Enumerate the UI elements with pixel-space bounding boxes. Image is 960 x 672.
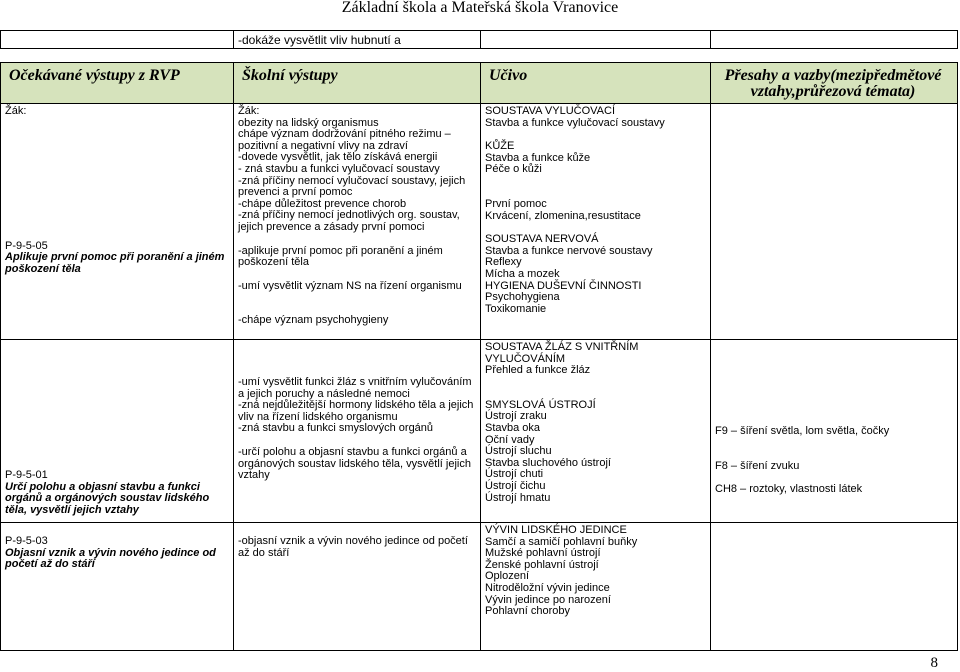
ucivo-cell	[481, 104, 711, 340]
school-outputs-text: -umí vysvětlit funkci žláz s vnitřním vylučováním a jejich poruchy a následné nemoci -zná nejdůležitější hormony lidského těla a jejich vliv na řízení lidského organismu -zná stavbu a funkci smyslových orgánů	[238, 376, 474, 435]
presahy-cell	[711, 104, 958, 340]
continuation-cell-empty-2	[481, 31, 711, 49]
rvp-text: Určí polohu a objasní stavbu a funkci orgánů a orgánových soustav lidského těla, vysvětlí jejich vztahy	[5, 480, 210, 516]
rvp-code: P-9-5-03	[5, 535, 48, 547]
ucivo-first-aid: První pomoc Krvácení, zlomenina,resustitace	[485, 197, 641, 222]
continuation-cell-text: -dokáže vysvětlit vliv hubnutí a	[234, 31, 481, 49]
continuation-cell-empty-3	[711, 31, 958, 49]
ucivo-development: VÝVIN LIDSKÉHO JEDINCE Samčí a samičí pohlavní buňky Mužské pohlavní ústrojí Ženské pohlavní ústrojí Oplození Nitroděložní vývin jedince Vývin jedince po narození Pohlavní choroby	[485, 524, 638, 618]
header-ucivo: Učivo	[481, 63, 711, 104]
school-outputs-cell	[234, 104, 481, 340]
rvp-cell	[1, 340, 234, 523]
table-row	[1, 104, 958, 340]
rvp-code: P-9-5-01	[5, 469, 48, 481]
ucivo-cell	[481, 340, 711, 523]
ucivo-glands: SOUSTAVA ŽLÁZ S VNITŘNÍM VYLUČOVÁNÍM Přehled a funkce žláz	[485, 341, 639, 377]
ucivo-nervous-system: SOUSTAVA NERVOVÁ Stavba a funkce nervové soustavy Reflexy Mícha a mozek HYGIENA DUŠEVNÍ ČINNOSTI Psychohygiena Toxikomanie	[485, 233, 653, 315]
header-presahy: Přesahy a vazby(mezipředmětové vztahy,průřezová témata)	[711, 63, 958, 104]
table-row	[1, 523, 958, 651]
school-outputs-organs: -určí polohu a objasní stavbu a funkci orgánů a orgánových soustav lidského těla, vysvětlí jejich vztahy	[238, 445, 471, 482]
ucivo-senses: SMYSLOVÁ ÚSTROJÍ Ústrojí zraku Stavba oka Oční vady Ústrojí sluchu Stavba sluchového ústrojí Ústrojí chuti Ústrojí čichu Ústrojí hmatu	[485, 398, 611, 504]
school-outputs-psychohygiene: -chápe význam psychohygieny	[238, 314, 389, 327]
school-outputs-first-aid: -aplikuje první pomoc při poranění a jiném poškození těla	[238, 244, 443, 269]
school-label: Žák:	[238, 105, 260, 117]
continuation-row-table	[0, 30, 958, 49]
school-outputs-text: obezity na lidský organismus chápe význam dodržování pitného režimu – pozitivní a negativní vlivy na zdraví -dovede vysvětlit, jak tělo získává energii - zná stavbu a funkci vylučovací soustavy -zná příčiny nemocí vylučovací soustavy, jejich prevenci a první pomoc -chápe důležitost prevence chorob -zná příčiny nemocí jednotlivých org. soustav, jejich prevence a zásady první pomoci	[238, 116, 466, 233]
header-school-outputs: Školní výstupy	[234, 63, 481, 104]
presahy-cell	[711, 340, 958, 523]
rvp-text: Objasní vznik a vývin nového jedince od početí až do stáří	[5, 546, 216, 571]
rvp-cell	[1, 104, 234, 340]
school-outputs-text: -objasní vznik a vývin nového jedince od početí až do stáří	[238, 535, 468, 559]
school-outputs-cell	[234, 340, 481, 523]
school-outputs-cell	[234, 523, 481, 651]
ucivo-cell	[481, 523, 711, 651]
continuation-cell-empty-1	[1, 31, 234, 49]
presahy-cell	[711, 523, 958, 651]
page-number: 8	[930, 655, 938, 671]
presahy-physics-light: F9 – šíření světla, lom světla, čočky	[715, 425, 890, 437]
rvp-label: Žák:	[5, 105, 27, 117]
ucivo-excretory: SOUSTAVA VYLUČOVACÍ Stavba a funkce vylučovací soustavy	[485, 105, 665, 129]
presahy-physics-sound: F8 – šíření zvuku	[715, 459, 800, 472]
table-row	[1, 340, 958, 523]
rvp-cell	[1, 523, 234, 651]
rvp-code: P-9-5-05	[5, 239, 48, 252]
table-header-row	[1, 63, 958, 104]
ucivo-skin: KŮŽE Stavba a funkce kůže Péče o kůži	[485, 140, 591, 176]
curriculum-table	[0, 62, 958, 651]
rvp-text: Aplikuje první pomoc při poranění a jiném poškození těla	[5, 251, 225, 275]
school-outputs-ns: -umí vysvětlit význam NS na řízení organismu	[238, 279, 462, 292]
school-header: Základní škola a Mateřská škola Vranovice	[341, 0, 619, 16]
presahy-chemistry: CH8 – roztoky, vlastnosti látek	[715, 483, 863, 496]
header-rvp: Očekávané výstupy z RVP	[1, 63, 234, 104]
